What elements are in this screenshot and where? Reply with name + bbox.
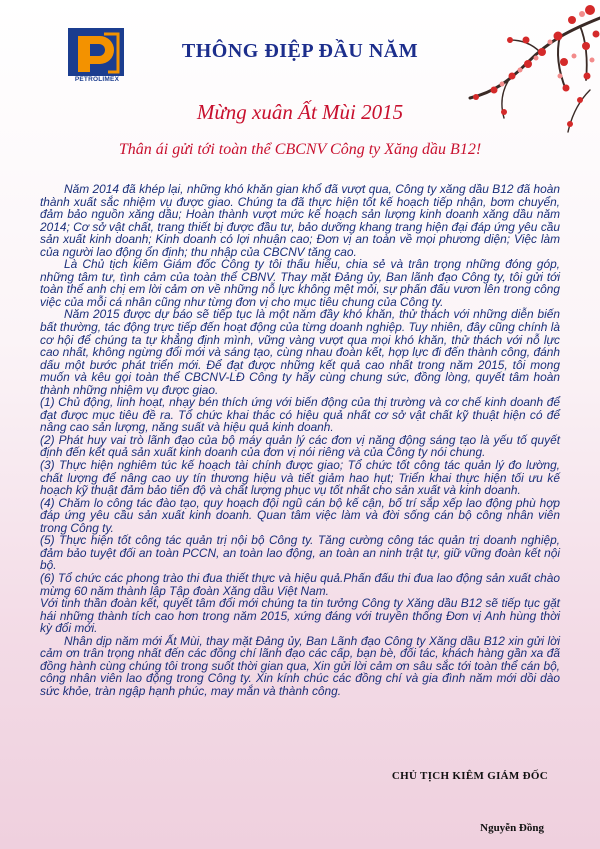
task-item: (2) Phát huy vai trò lãnh đạo của bộ máy quản lý các đơn vị năng động sáng tạo là yếu tố quyết định đến kết quả sản xuất kinh doanh của đơn vị nói riêng và của Công ty nói chung. [40, 432, 560, 460]
task-item: (4) Chăm lo công tác đào tạo, quy hoạch đội ngũ cán bộ kế cận, bố trí sắp xếp lao động phù hợp đáp ứng yêu cầu sản xuất kinh doanh. Quan tâm việc làm và đời sống cán bộ công nhân viên trong Công ty. [40, 495, 560, 535]
paragraph-new-year-wishes: Nhân dịp năm mới Ất Mùi, thay mặt Đảng ủy, Ban Lãnh đạo Công ty Xăng dầu B12 xin gửi lời cảm ơn trân trọng nhất đến các đồng chí lãnh đạo các cấp, bạn bè, đối tác, khách hàng gần xa đã đồng hành cùng chúng tôi trong suốt thời gian qua, Xin gửi lời cảm ơn sâu sắc tới toàn thể cán bộ, công nhân viên lao động trong Công ty. Xin kính chúc các đồng chí và gia đình năm mới dồi dào sức khỏe, tràn ngập hạnh phúc, may mắn và thành công. [40, 633, 560, 698]
greeting-line: Thân ái gửi tới toàn thể CBCNV Công ty Xăng dầu B12! [118, 141, 482, 158]
letter-body [40, 183, 560, 697]
logo-text: PETROLIMEX [74, 76, 120, 83]
paragraph-spirit: Với tinh thần đoàn kết, quyết tâm đổi mới chúng ta tin tưởng Công ty Xăng dầu B12 sẽ tiếp tục gặt hái những thành tích cao hơn trong năm 2015, xứng đáng với truyền thống Đơn vị Anh hùng thời kỳ đổi mới. [40, 596, 560, 636]
task-item: (3) Thực hiện nghiêm túc kế hoạch tài chính được giao; Tổ chức tốt công tác quản lý đo lường, chất lượng để nâng cao uy tín thương hiệu và tiết giảm hao hụt; Triển khai thực hiện tối ưu kế hoạch kỹ thuật đảm bảo tiến độ và chất lượng phục vụ tốt nhất cho sản xuất và kinh doanh. [40, 458, 560, 498]
paragraph-intro: Năm 2014 đã khép lại, những khó khăn gian khổ đã vượt qua, Công ty xăng dầu B12 đã hoàn thành xuất sắc nhiệm vụ được giao. Chúng ta đã thực hiện tốt kế hoạch tiếp nhận, bơm chuyển, đảm bảo nguồn xăng dầu; Hoàn thành vượt mức kế hoạch sản lượng kinh doanh xăng dầu năm 2014; Cơ sở vật chất, trang thiết bị được đầu tư, bảo dưỡng khang trang hiện đại đáp ứng yêu cầu sản xuất kinh doanh; Kinh doanh có lợi nhuận cao; Đơn vị an toàn về mọi phương diện; Việc làm của người lao động ổn định; thu nhập của CBCNV tăng cao. [40, 182, 560, 259]
task-item: (5) Thực hiện tốt công tác quản trị nội bộ Công ty. Tăng cường công tác quản trị doanh nghiệp, đảm bảo tuyệt đối an toàn PCCN, an toàn lao động, an toàn an ninh trật tự, giữ vững đoàn kết nội bộ. [40, 533, 560, 573]
page-title: THÔNG ĐIỆP ĐẦU NĂM [181, 40, 419, 62]
signature-name: Nguyễn Đồng [480, 822, 544, 834]
paragraph-outlook: Năm 2015 được dự báo sẽ tiếp tục là một năm đầy khó khăn, thử thách với những diễn biến bất thường, tác động trực tiếp đến hoạt động của từng doanh nghiệp. Tuy nhiên, đây cũng chính là cơ hội để chúng ta tự khẳng định mình, vững vàng vượt qua mọi khó khăn, thử thách với nỗ lực cao nhất, không ngừng đổi mới và sáng tạo, cùng nhau đoàn kết, hợp lực đi đến thành công, đánh dấu một bước phát triển mới. Để đạt được những kết quả cao nhất trong năm 2015, tôi mong muốn và kêu gọi toàn thể CBCNV-LĐ Công ty hãy cùng chung sức, đồng lòng, quyết tâm hoàn thành những nhiệm vụ được giao. [40, 307, 560, 397]
page-subtitle: Mừng xuân Ất Mùi 2015 [196, 100, 404, 124]
paragraph-thanks: Là Chủ tịch kiêm Giám đốc Công ty tôi thấu hiểu, chia sẻ và trân trọng những đóng góp, những tâm tư, tình cảm của toàn thể CBNV. Thay mặt Đảng ủy, Ban lãnh đạo Công ty, tôi gửi tới toàn thể anh chị em lời cảm ơn về những nỗ lực không mệt mỏi, sự phấn đấu vươn lên trong công việc của mỗi cá nhân cũng như từng đơn vị cho mục tiêu chung của Công ty. [40, 257, 560, 309]
task-item: (6) Tổ chức các phong trào thi đua thiết thực và hiệu quả.Phấn đấu thi đua lao động sản xuất chào mừng 60 năm thành lập Tập đoàn Xăng dầu Việt Nam. [40, 570, 560, 598]
signature-title: CHỦ TỊCH KIÊM GIÁM ĐỐC [391, 770, 548, 782]
task-item: (1) Chủ động, linh hoạt, nhạy bén thích ứng với biến động của thị trường và cơ chế kinh doanh để đạt được mục tiêu đề ra. Tổ chức khai thác có hiệu quả nhất cơ sở vật chất kỹ thuật hiện có để nâng cao sản lượng, năng suất và hiệu quả kinh doanh. [40, 395, 560, 435]
cherry-blossom-icon [440, 0, 600, 150]
